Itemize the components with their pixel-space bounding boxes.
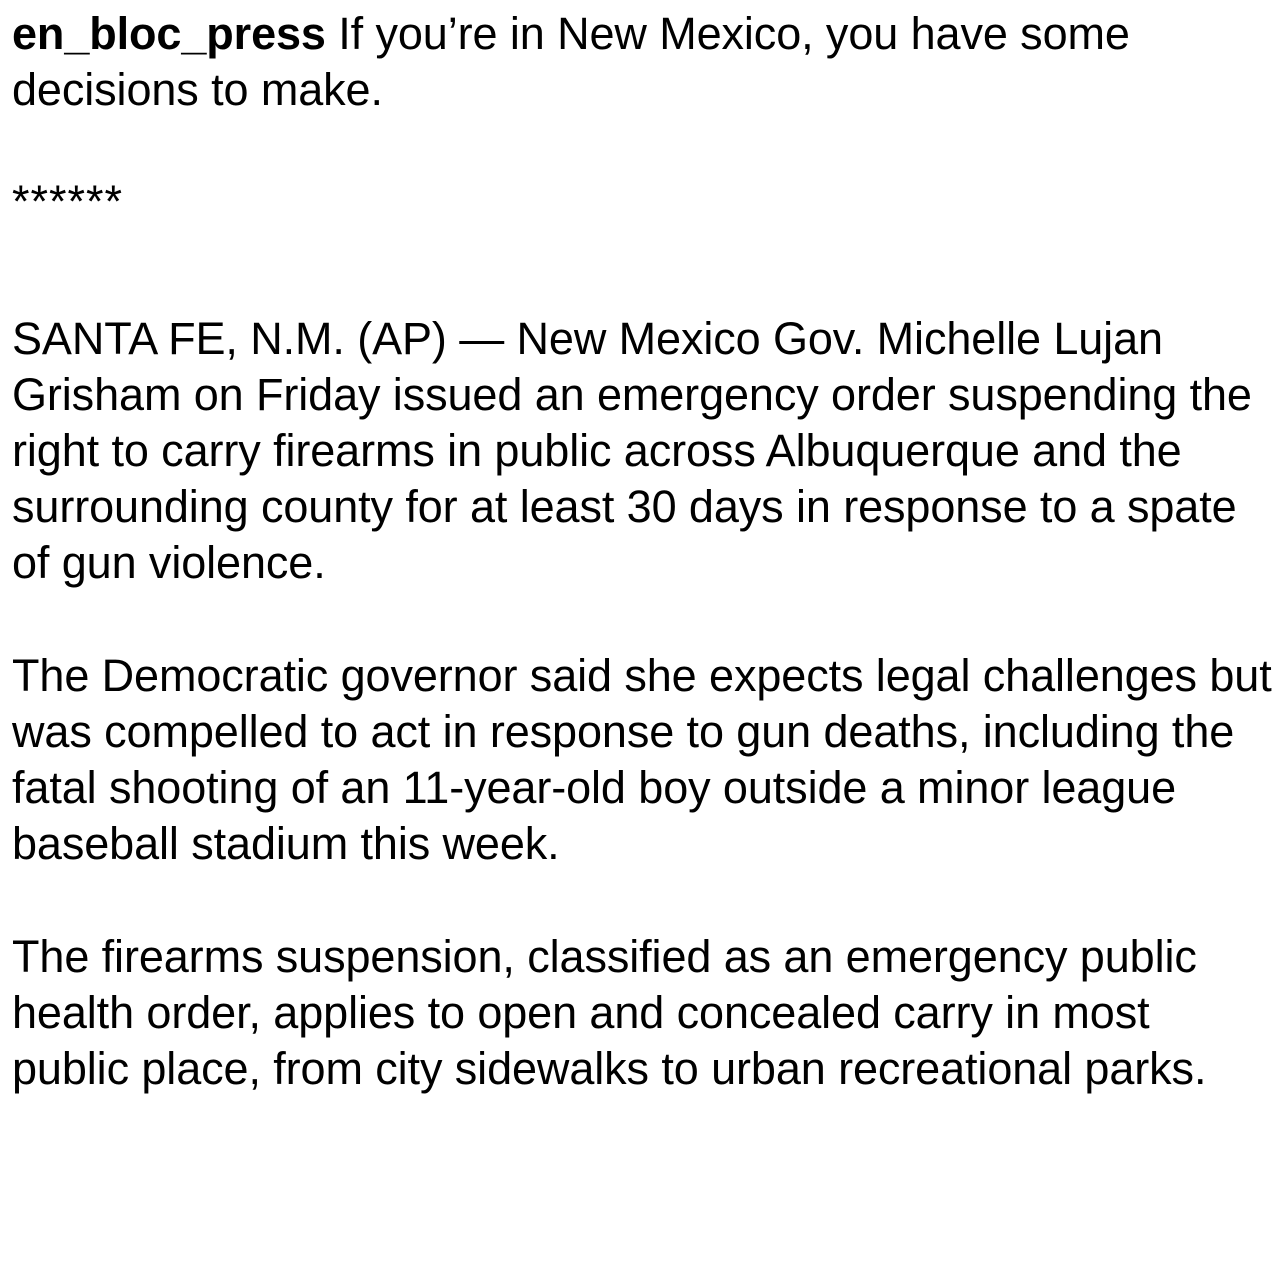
caption-intro-text: If you’re in New Mexico, you have some decisions to make. bbox=[12, 8, 1130, 115]
article-paragraph-2: The Democratic governor said she expects legal challenges but was compelled to act in response to gun deaths, including the fatal shooting of an 11-year-old boy outside a minor league baseball stadium this week. bbox=[12, 650, 1272, 869]
caption-intro-line bbox=[12, 6, 1274, 118]
article-paragraph-1: SANTA FE, N.M. (AP) — New Mexico Gov. Michelle Lujan Grisham on Friday issued an emergency order suspending the right to carry firearms in public across Albuquerque and the surrounding county for at least 30 days in response to a spate of gun violence. bbox=[12, 313, 1252, 588]
article-paragraph-3: The firearms suspension, classified as an emergency public health order, applies to open and concealed carry in most public place, from city sidewalks to urban recreational parks. bbox=[12, 931, 1207, 1094]
username-link[interactable]: en_bloc_press bbox=[12, 8, 326, 59]
separator-text: ****** bbox=[12, 176, 124, 227]
post-caption bbox=[12, 6, 1274, 1097]
